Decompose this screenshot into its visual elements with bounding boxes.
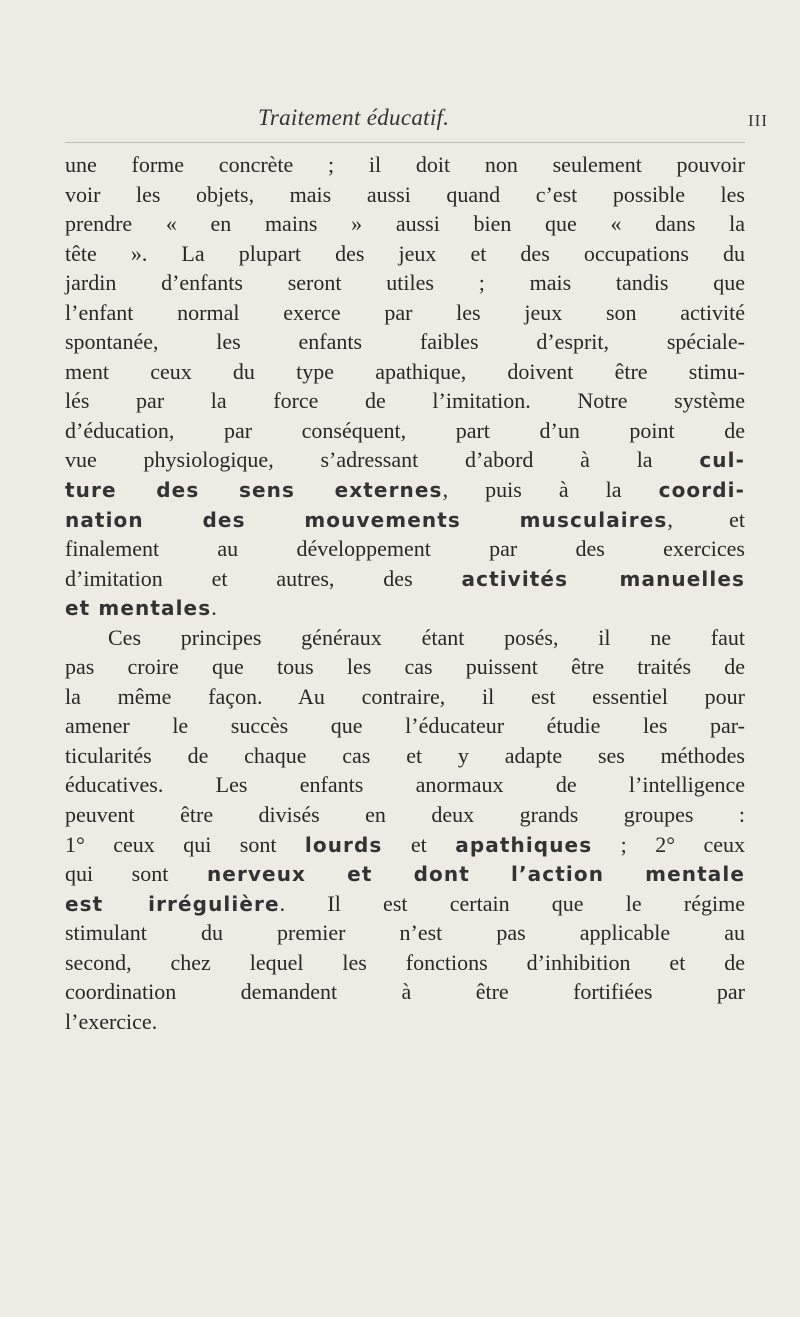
text-run: jardin d’enfants seront utiles ; mais tandis que xyxy=(65,270,745,296)
text-run: stimulant du premier n’est pas applicable au xyxy=(65,920,745,946)
text-line xyxy=(65,505,745,535)
text-line xyxy=(65,268,745,298)
text-line xyxy=(65,652,745,682)
text-line xyxy=(65,534,745,564)
text-line xyxy=(65,948,745,978)
text-run: et xyxy=(382,831,456,857)
text-run: lés par la force de l’imitation. Notre système xyxy=(65,388,745,414)
text-line xyxy=(65,239,745,269)
spaced-emphasis: et mentales xyxy=(65,596,212,621)
text-run: vue physiologique, s’adressant d’abord à la xyxy=(65,447,700,473)
text-run: ; 2° ceux xyxy=(592,831,745,857)
spaced-emphasis: coordi- xyxy=(658,478,745,503)
spaced-emphasis: ture des sens externes xyxy=(65,478,443,503)
text-run: 1° ceux qui sont xyxy=(65,831,305,857)
text-run: la même façon. Au contraire, il est essentiel pour xyxy=(65,683,745,709)
spaced-emphasis: apathiques xyxy=(455,832,593,857)
text-run: ticularités de chaque cas et y adapte ses méthodes xyxy=(65,742,745,768)
text-run: une forme concrète ; il doit non seulement pouvoir xyxy=(65,152,745,177)
text-run: finalement au développement par des exercices xyxy=(65,536,745,562)
text-run: tête ». La plupart des jeux et des occupations du xyxy=(65,240,745,266)
text-run: ment ceux du type apathique, doivent être stimu- xyxy=(65,358,745,384)
text-run: d’imitation et autres, des xyxy=(65,565,462,591)
text-run: , puis à la xyxy=(442,477,659,503)
text-line xyxy=(65,298,745,328)
text-run: d’éducation, par conséquent, part d’un point de xyxy=(65,417,745,443)
running-title: Traitement éducatif. xyxy=(258,105,450,130)
text-run: , et xyxy=(667,506,745,532)
text-run: peuvent être divisés en deux grands groupes : xyxy=(65,802,745,828)
text-line xyxy=(65,889,745,919)
text-line xyxy=(65,623,745,653)
text-run: voir les objets, mais aussi quand c’est possible les xyxy=(65,181,745,207)
text-line xyxy=(65,327,745,357)
text-line xyxy=(65,741,745,771)
text-line xyxy=(65,830,745,860)
text-line xyxy=(65,918,745,948)
spaced-emphasis: activités manuelles xyxy=(461,566,746,591)
text-run: Ces principes généraux étant posés, il ne faut xyxy=(108,624,745,650)
text-line xyxy=(65,770,745,800)
text-run: coordination demandent à être fortifiées par xyxy=(65,979,745,1005)
text-run: l’enfant normal exerce par les jeux son activité xyxy=(65,299,745,325)
text-line xyxy=(65,445,745,475)
text-run: second, chez lequel les fonctions d’inhibition et de xyxy=(65,949,745,975)
text-line xyxy=(65,859,745,889)
text-line xyxy=(65,357,745,387)
text-line xyxy=(65,386,745,416)
text-run: spontanée, les enfants faibles d’esprit, spéciale- xyxy=(65,329,745,355)
text-run: . Il est certain que le régime xyxy=(279,890,745,916)
text-run: éducatives. Les enfants anormaux de l’intelligence xyxy=(65,772,745,798)
spaced-emphasis: lourds xyxy=(304,832,383,857)
spaced-emphasis: est irrégulière xyxy=(65,891,280,916)
page-number: III xyxy=(748,111,768,130)
text-run: l’exercice. xyxy=(65,1008,158,1034)
text-line xyxy=(65,180,745,210)
text-line xyxy=(65,977,745,1007)
spaced-emphasis: nation des mouvements musculaires xyxy=(65,507,668,532)
text-run: pas croire que tous les cas puissent être traités de xyxy=(65,654,745,680)
text-line xyxy=(65,475,745,505)
text-run: qui sont xyxy=(65,861,207,887)
text-line xyxy=(65,416,745,446)
text-line xyxy=(65,682,745,712)
text-run: prendre « en mains » aussi bien que « dans la xyxy=(65,211,745,237)
text-line xyxy=(65,800,745,830)
spaced-emphasis: cul- xyxy=(699,448,745,473)
text-line xyxy=(65,564,745,594)
header-rule xyxy=(65,142,745,143)
text-run: amener le succès que l’éducateur étudie les par- xyxy=(65,713,745,739)
spaced-emphasis: nerveux et dont l’action mentale xyxy=(206,862,745,887)
text-run: . xyxy=(211,595,217,621)
text-line xyxy=(65,150,745,180)
text-line xyxy=(65,711,745,741)
text-line xyxy=(65,209,745,239)
text-line xyxy=(65,593,745,623)
body-text xyxy=(65,150,745,1036)
text-line xyxy=(65,1007,745,1037)
